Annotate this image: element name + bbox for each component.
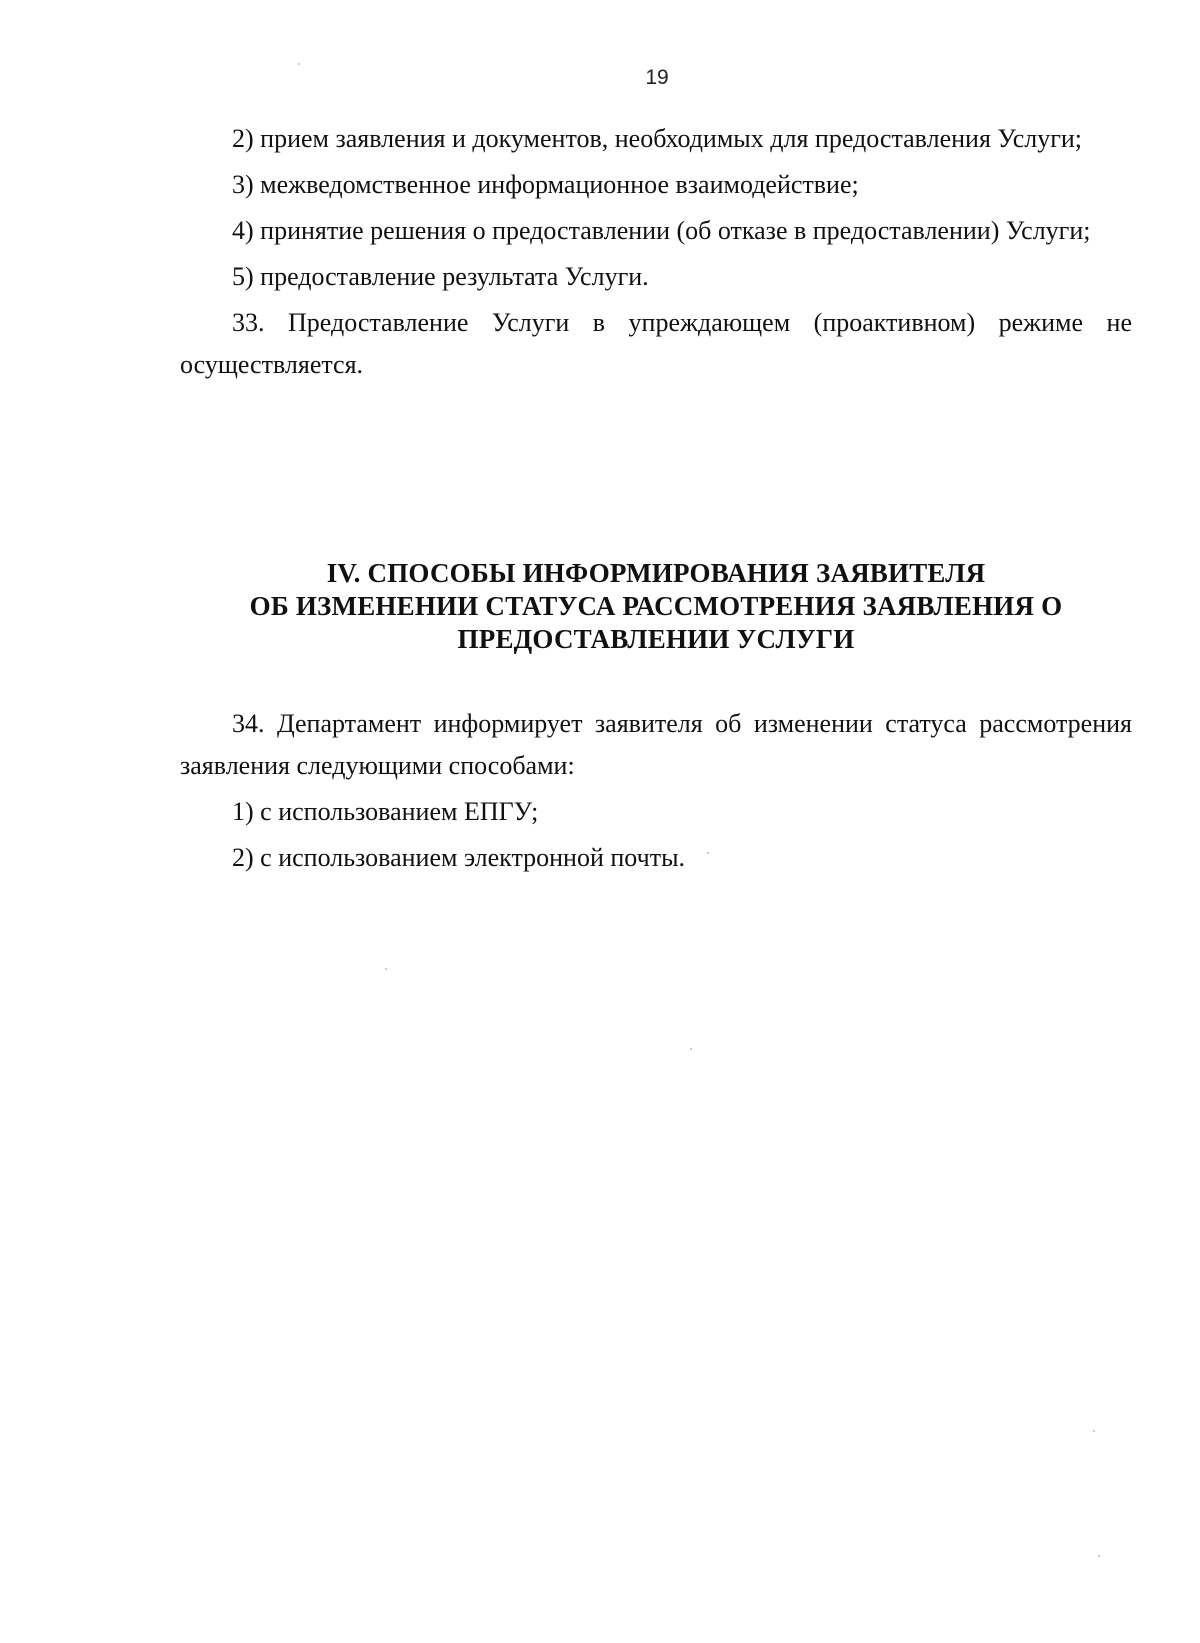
paragraph-item-3: 3) межведомственное информационное взаимодействие; (232, 170, 859, 199)
paragraph-item-5: 5) предоставление результата Услуги. (232, 262, 649, 291)
paragraph-item-2: 2) прием заявления и документов, необходимых для предоставления Услуги; (232, 124, 1083, 153)
paragraph-34: 34. Департамент информирует заявителя об изменении статуса рассмотрения заявления следующими способами: (180, 709, 1132, 780)
paragraph-33: 33. Предоставление Услуги в упреждающем (проактивном) режиме не осуществляется. (180, 308, 1132, 379)
heading-line-3: ПРЕДОСТАВЛЕНИИ УСЛУГИ (457, 624, 855, 654)
page-number: 19 (645, 66, 669, 89)
paragraph-item-4: 4) принятие решения о предоставлении (об отказе в предоставлении) Услуги; (232, 216, 1091, 245)
section-heading (180, 557, 1132, 656)
section-text-bottom (180, 703, 1132, 883)
section-text-top (180, 118, 1132, 390)
paragraph-method-1: 1) с использованием ЕПГУ; (232, 797, 539, 826)
heading-line-2: ОБ ИЗМЕНЕНИИ СТАТУСА РАССМОТРЕНИЯ ЗАЯВЛЕНИЯ О (249, 591, 1063, 621)
heading-line-1: IV. СПОСОБЫ ИНФОРМИРОВАНИЯ ЗАЯВИТЕЛЯ (326, 558, 986, 588)
paragraph-method-2: 2) с использованием электронной почты. (232, 843, 686, 872)
